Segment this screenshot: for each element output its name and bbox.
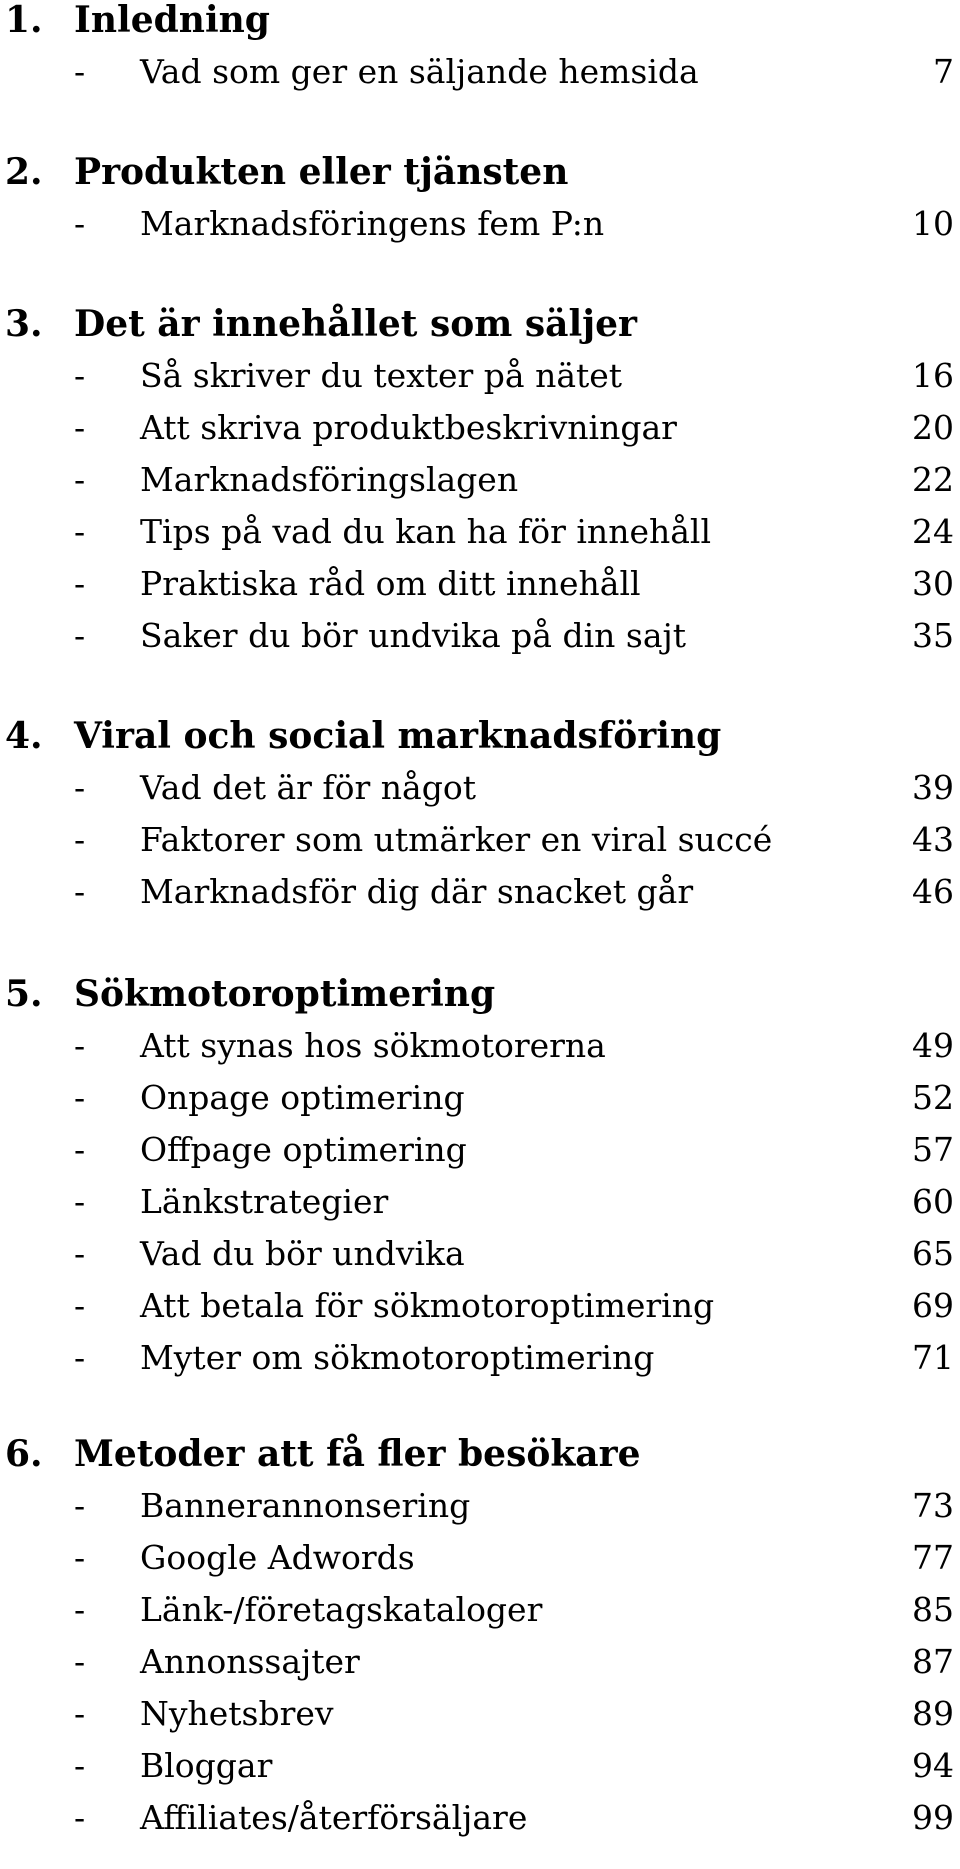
- entry-dash: -: [74, 356, 86, 395]
- entry-page-number: 69: [912, 1286, 954, 1325]
- entry-title: Affiliates/återförsäljare: [140, 1798, 528, 1837]
- entry-title: Länk-/företagskataloger: [140, 1590, 543, 1629]
- entry-title: Bannerannonsering: [140, 1486, 471, 1525]
- chapter-number: 2.: [5, 151, 43, 193]
- entry-title: Att betala för sökmotoroptimering: [140, 1286, 715, 1325]
- toc-entry: [0, 558, 960, 610]
- entry-title: Vad det är för något: [140, 768, 476, 807]
- chapter-number: 4.: [5, 715, 43, 757]
- chapter-heading: [0, 968, 960, 1020]
- entry-dash: -: [74, 1130, 86, 1169]
- entry-page-number: 22: [912, 460, 954, 499]
- entry-page-number: 7: [933, 52, 954, 91]
- entry-page-number: 46: [912, 872, 954, 911]
- entry-page-number: 60: [912, 1182, 954, 1221]
- entry-page-number: 52: [912, 1078, 954, 1117]
- entry-dash: -: [74, 1338, 86, 1377]
- entry-dash: -: [74, 1746, 86, 1785]
- toc-entry: [0, 1532, 960, 1584]
- entry-title: Onpage optimering: [140, 1078, 465, 1117]
- entry-page-number: 94: [912, 1746, 954, 1785]
- chapter-title: Det är innehållet som säljer: [74, 303, 638, 345]
- entry-page-number: 71: [912, 1338, 954, 1377]
- entry-dash: -: [74, 204, 86, 243]
- toc-entry: [0, 1688, 960, 1740]
- entry-dash: -: [74, 408, 86, 447]
- entry-title: Google Adwords: [140, 1538, 415, 1577]
- toc-entry: [0, 350, 960, 402]
- entry-dash: -: [74, 616, 86, 655]
- entry-dash: -: [74, 512, 86, 551]
- toc-entry: [0, 1228, 960, 1280]
- entry-page-number: 10: [912, 204, 954, 243]
- entry-dash: -: [74, 1798, 86, 1837]
- entry-dash: -: [74, 1486, 86, 1525]
- entry-title: Så skriver du texter på nätet: [140, 356, 623, 395]
- toc-entry: [0, 1792, 960, 1844]
- chapter-number: 6.: [5, 1433, 43, 1475]
- entry-page-number: 99: [912, 1798, 954, 1837]
- chapter-heading: [0, 1428, 960, 1480]
- entry-dash: -: [74, 768, 86, 807]
- chapter-title: Produkten eller tjänsten: [74, 151, 569, 193]
- entry-title: Annonssajter: [140, 1642, 360, 1681]
- chapter-heading: [0, 298, 960, 350]
- toc-entry: [0, 1072, 960, 1124]
- entry-page-number: 30: [912, 564, 954, 603]
- entry-page-number: 39: [912, 768, 954, 807]
- toc-entry: [0, 610, 960, 662]
- toc-entry: [0, 46, 960, 98]
- entry-dash: -: [74, 564, 86, 603]
- entry-title: Saker du bör undvika på din sajt: [140, 616, 686, 655]
- entry-dash: -: [74, 820, 86, 859]
- entry-page-number: 35: [912, 616, 954, 655]
- entry-dash: -: [74, 52, 86, 91]
- entry-dash: -: [74, 872, 86, 911]
- entry-title: Att synas hos sökmotorerna: [140, 1026, 606, 1065]
- toc-entry: [0, 198, 960, 250]
- entry-page-number: 43: [912, 820, 954, 859]
- entry-title: Marknadsför dig där snacket går: [140, 872, 694, 911]
- chapter-number: 3.: [5, 303, 43, 345]
- chapter-heading: [0, 710, 960, 762]
- entry-dash: -: [74, 460, 86, 499]
- chapter-title: Sökmotoroptimering: [74, 973, 496, 1015]
- toc-entry: [0, 1332, 960, 1384]
- entry-dash: -: [74, 1026, 86, 1065]
- toc-entry: [0, 1020, 960, 1072]
- toc-entry: [0, 1124, 960, 1176]
- toc-entry: [0, 814, 960, 866]
- entry-dash: -: [74, 1642, 86, 1681]
- entry-dash: -: [74, 1078, 86, 1117]
- chapter-title: Metoder att få fler besökare: [74, 1433, 641, 1475]
- chapter-heading: [0, 146, 960, 198]
- entry-title: Bloggar: [140, 1746, 273, 1785]
- chapter-title: Viral och social marknadsföring: [74, 715, 722, 757]
- toc-entry: [0, 402, 960, 454]
- chapter-title: Inledning: [74, 0, 270, 41]
- entry-page-number: 77: [912, 1538, 954, 1577]
- entry-page-number: 20: [912, 408, 954, 447]
- chapter-number: 5.: [5, 973, 43, 1015]
- entry-dash: -: [74, 1538, 86, 1577]
- entry-dash: -: [74, 1234, 86, 1273]
- entry-dash: -: [74, 1694, 86, 1733]
- entry-page-number: 65: [912, 1234, 954, 1273]
- toc-entry: [0, 506, 960, 558]
- toc-entry: [0, 1636, 960, 1688]
- toc-entry: [0, 1280, 960, 1332]
- entry-page-number: 57: [912, 1130, 954, 1169]
- entry-title: Nyhetsbrev: [140, 1694, 334, 1733]
- entry-dash: -: [74, 1182, 86, 1221]
- entry-page-number: 49: [912, 1026, 954, 1065]
- entry-title: Tips på vad du kan ha för innehåll: [140, 512, 712, 551]
- entry-dash: -: [74, 1590, 86, 1629]
- entry-title: Att skriva produktbeskrivningar: [140, 408, 677, 447]
- toc-entry: [0, 762, 960, 814]
- entry-title: Myter om sökmotoroptimering: [140, 1338, 655, 1377]
- entry-title: Offpage optimering: [140, 1130, 467, 1169]
- entry-page-number: 87: [912, 1642, 954, 1681]
- toc-entry: [0, 1740, 960, 1792]
- toc-entry: [0, 1480, 960, 1532]
- entry-title: Faktorer som utmärker en viral succé: [140, 820, 773, 859]
- entry-title: Vad du bör undvika: [140, 1234, 465, 1273]
- entry-page-number: 24: [912, 512, 954, 551]
- entry-page-number: 85: [912, 1590, 954, 1629]
- entry-title: Vad som ger en säljande hemsida: [140, 52, 699, 91]
- chapter-number: 1.: [5, 0, 43, 41]
- entry-title: Länkstrategier: [140, 1182, 389, 1221]
- entry-page-number: 89: [912, 1694, 954, 1733]
- toc-entry: [0, 1584, 960, 1636]
- toc-entry: [0, 866, 960, 918]
- toc-entry: [0, 454, 960, 506]
- entry-page-number: 73: [912, 1486, 954, 1525]
- entry-title: Marknadsföringens fem P:n: [140, 204, 605, 243]
- entry-title: Praktiska råd om ditt innehåll: [140, 564, 641, 603]
- chapter-heading: [0, 0, 960, 46]
- entry-title: Marknadsföringslagen: [140, 460, 519, 499]
- entry-page-number: 16: [912, 356, 954, 395]
- toc-entry: [0, 1176, 960, 1228]
- entry-dash: -: [74, 1286, 86, 1325]
